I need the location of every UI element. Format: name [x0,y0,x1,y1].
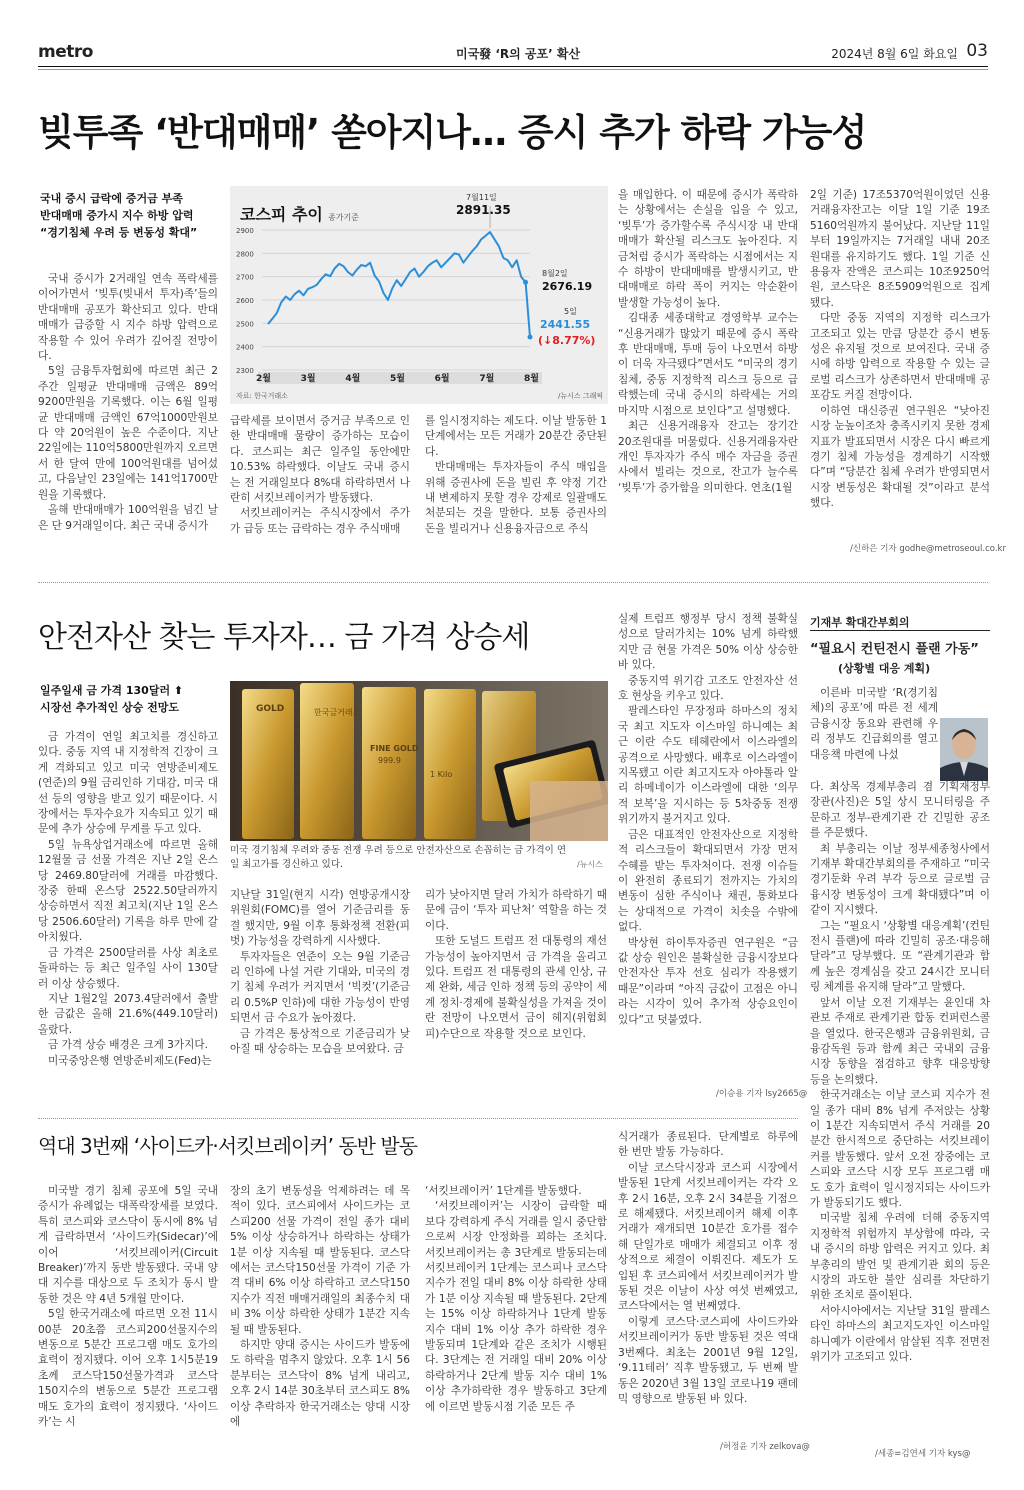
article2-headline: 안전자산 찾는 투자자… 금 가격 상승세 [38,620,530,655]
bar-label: 한국금거래소 [314,708,361,717]
gold-bars-photo [230,681,608,841]
article3-byline: /허정윤 기자 zelkova@ [720,1442,810,1452]
paragraph: 최근 신용거래융자 잔고는 장기간 20조원대를 머물렀다. 신용거래융자란 개인 투자자가 주식 매수 자금을 증권사에서 빌리는 것으로, 잔고가 늘수록 ‘빚투’가 증가함을 의미한다. 연초(1월 [618,420,798,494]
sidebox-byline: /세종=김연세 기자 kys@ [875,1449,971,1459]
section-divider [38,582,988,583]
subhead: 국내 증시 급락에 증거금 부족 [40,192,183,205]
article1-subheads [40,190,220,241]
paragraph: 금은 대표적인 안전자산으로 지정학적 리스크들이 확대되면서 가장 먼저 수혜를 받는 투자처이다. 전쟁 이슈들이 완전히 종료되기 전까지는 가치의 변동이 심한 주식이나 채권, 통화보다는 상대적으로 가격이 치솟을 수밖에 없다. [618,828,798,934]
article3-col4 [618,1130,798,1436]
paragraph: 금 가격은 통상적으로 기준금리가 낮아질 때 상승하는 모습을 보여왔다. 금 [230,1027,410,1056]
paragraph: 김대종 세종대학교 경영학부 교수는 “신용거래가 많았기 때문에 증시 폭락 후 반대매매, 투매 등이 나오면서 하방이 더욱 자극됐다”면서도 “미국의 경기침체, 중동 지정학적 리스크 등으로 급락했는데 국내 증시의 하락세는 거의 마지막 시점으로 보인다”고 설명했다. [618,312,798,417]
header-rule [38,66,988,67]
paragraph: 팔레스타인 무장정파 하마스의 정치국 최고 지도자 이스마일 하니예는 최근 이란 수도 테헤란에서 이스라엘의 공격으로 사망했다. 배후로 이스라엘이 지목됐고 이란 최고지도자 아야톨라 알리 하메네이가 이스라엘에 대한 ‘의무적 보복’을 지시하는 등 5차중동 전쟁 위기까지 불거지고 있다. [618,705,798,826]
sidebox-rule [810,630,990,631]
paragraph: 리가 낮아지면 달러 가치가 하락하기 때문에 금이 ‘투자 피난처’ 역할을 하는 것이다. [425,889,607,932]
x-tick-label: 4월 [345,374,361,384]
chart-unit: 종가기준 [328,213,359,222]
paragraph: 그는 “필요시 ‘상황별 대응계획’(컨틴전시 플랜)에 따라 긴밀히 공조·대응해 달라”고 당부했다. 또 “관계기관과 함께 높은 경계심을 갖고 24시간 모니터링 체계를 유지해 달라”고 말했다. [810,919,990,994]
sidebox-body [810,780,990,1440]
paragraph: 5일 한국거래소에 따르면 오전 11시 00분 20초쯤 코스피200선물지수의 변동으로 5분간 프로그램 매도 호가의 효력이 정지됐다. 이어 오후 1시5분19초께 코스닥150선물가격과 코스닥150지수의 변동으로 5분간 프로그램 매도 호가의 효력이 정지됐다. ‘사이드카’는 시 [38,1308,218,1429]
subhead: “경기침체 우려 등 변동성 확대” [40,226,198,239]
peak-date: 7월11일 [466,193,497,202]
paragraph: 국내 증시가 2거래일 연속 폭락세를 이어가면서 ‘빚투(빚내서 투자)족’들의 반대매매 공포가 확산되고 있다. 반대매매가 급증할 시 지수 하방 압력으로 작용할 수 있어 우려가 깊어질 전망이다. [38,273,218,363]
y-tick-label: 2700 [236,273,254,282]
x-tick-label: 6월 [434,374,450,384]
paragraph: 또한 도널드 트럼프 전 대통령의 재선 가능성이 높아지면서 금 가격을 올리고 있다. 트럼프 전 대통령의 관세 인상, 규제 완화, 세금 인하 정책 등의 공약이 세계 정치·경제에 불확실성을 가져올 것이란 전망이 나오면서 금이 헤지(위험회피)수단으로 작용할 것으로 보인다. [425,935,607,1040]
article2-byline: /이승용 기자 lsy2665@ [716,1089,808,1099]
paragraph: 중동지역 위기감 고조도 안전자산 선호 현상을 키우고 있다. [618,674,798,703]
page-header [38,40,988,66]
page-number: 03 [966,41,988,61]
portrait-image [940,718,988,781]
paragraph: 최 부총리는 이날 정부세종청사에서 기재부 확대간부회의를 주재하고 “미국 경기둔화 우려 부각 등으로 글로벌 금융시장 변동성이 크게 확대됐다”며 이같이 지시했다. [810,842,990,917]
x-tick-label: 7월 [479,374,495,384]
paragraph: 서아시아에서는 지난달 31일 팔레스타인 하마스의 최고지도자인 이스마일 하니예가 이란에서 암살된 직후 전면전 위기가 고조되고 있다. [810,1304,990,1364]
paragraph: 이렇게 코스닥·코스피에 사이드카와 서킷브레이커가 동반 발동된 것은 역대 3번째다. 최초는 2001년 9월 12일, ‘9.11테러’ 직후 발동됐고, 두 번째 발동은 2020년 3월 13일 코로나19 팬데믹 영향으로 발동된 바 있다. [618,1315,798,1405]
paragraph: 5일 뉴욕상업거래소에 따르면 올해 12월물 금 선물 가격은 지난 2일 온스당 2469.80달러에 거래를 마감했다. 장중 한때 온스당 2522.50달러까지 상승하면서 직전 최고치(지난 1일 온스당 2506.60달러) 기록을 하루 만에 갈아치웠다. [38,838,218,944]
paragraph: 이하연 대신증권 연구원은 “낮아진 시장 눈높이조차 충족시키지 못한 경제지표가 발표되면서 시장은 다시 빠르게 경기 침체 가능성을 경계하기 시작했다”며 “당분간 침체 우려가 반영되면서 시장 변동성은 확대될 것”이라고 분석했다. [810,404,990,510]
article1-col1 [38,272,218,562]
header-rule-thin [38,69,988,70]
sidebox-headline: “필요시 컨틴전시 플랜 가동” [810,642,979,657]
paragraph: 5일 금융투자협회에 따르면 최근 2주간 일평균 반대매매 금액은 89억9200만원을 기록했다. 이는 6월 일평균 반대매매 금액인 67억1000만원보다 약 20억원이 높은 수준이다. 지난 22일에는 110억5800만원까지 오르면서 한 달여 만에 100억원대를 넘어섰고, 다음날인 23일에는 141억1700만원을 기록했다. [38,365,218,501]
end-point [528,334,533,339]
paragraph: 금 가격 상승 배경은 크게 3가지다. [48,1039,208,1052]
end-value: 2441.55 [540,318,591,331]
paragraph: 을 매입한다. 이 때문에 증시가 폭락하는 상황에서는 손실을 입을 수 있고, ‘빚투’가 증가할수록 주식시장 내 반대매매가 확산될 리스크도 높아진다. 지금처럼 증시가 폭락하는 시점에서는 지수 하방이 반대매매를 발생시키고, 반대매매로 하락 폭이 커지는 악순환이 발생할 가능성이 높다. [618,189,798,309]
paragraph: 지난 1월2일 2073.4달러에서 출발한 금값은 올해 21.6%(449.10달러) 올랐다. [38,992,218,1036]
article2-col3 [425,888,607,1102]
x-tick-label: 2월 [256,374,271,384]
paragraph: 지난달 31일(현지 시각) 연방공개시장위원회(FOMC)를 열어 기준금리를 동결 했지만, 9월 이후 통화정책 전환(피벗) 가능성을 강력하게 시사했다. [230,889,410,948]
article1-byline: /신하은 기자 godhe@metroseoul.co.kr [850,544,1006,554]
y-tick-label: 2400 [236,343,254,352]
chart-title: 코스피 추이 [240,205,323,224]
paragraph: 한국거래소는 이날 코스피 지수가 전일 종가 대비 8% 넘게 주저앉는 상황이 1분간 지속되면서 주식 거래를 20분간 한시적으로 중단하는 서킷브레이커를 발동했다. 앞서 오전 장중에는 코스피와 코스닥 시장 모두 프로그램 매도 호가 효력이 일시정지되는 사이드카가 발동되기도 했다. [810,1089,990,1209]
article2-subheads [40,682,220,716]
paragraph: 반대매매는 투자자들이 주식 매입을 위해 증권사에 돈을 빌린 후 약정 기간 내 변제하지 못할 경우 강제로 일괄매도 처분되는 것을 말한다. 보통 증권사의 돈을 빌리거나 신용융자금으로 주식 [425,461,607,535]
paragraph: 2일 기준) 17조5370억원이었던 신용거래융자잔고는 이달 1일 기준 19조5160억원까지 불어났다. 지난달 11일부터 19일까지는 7거래일 내내 20조원대를 유지하기도 했다. 1일 기준 신용융자 잔액은 코스피는 10조9250억원, 코스닥은 8조5909억원으로 집계됐다. [810,189,990,309]
paragraph: 급락세를 보이면서 증거금 부족으로 인한 반대매매 물량이 증가하는 모습이다. 코스피는 최근 일주일 동안에만 10.53% 하락했다. 이날도 국내 증시는 전 거래일보다 8%대 하락하면서 나란히 서킷브레이커가 발동됐다. [230,415,410,505]
subhead: 반대매매 증가시 지수 하방 압력 [40,209,194,222]
section-divider [38,1118,798,1119]
sidebox-kicker: 기재부 확대간부회의 [810,616,910,629]
article3-col1 [38,1184,218,1454]
paragraph: ‘서킷브레이커’ 1단계를 발동했다. [425,1185,582,1197]
paragraph: 식거래가 종료된다. 단계별로 하루에 한 번만 발동 가능하다. [618,1131,798,1159]
paragraph: 앞서 이날 오전 기재부는 윤인대 차관보 주재로 관계기관 합동 컨퍼런스콜을 열었다. 한국은행과 금융위원회, 금융감독원 등과 함께 최근 국내외 금융시장 동향을 점검하고 향후 대응방향 등을 논의했다. [810,996,990,1086]
bar-label: FINE GOLD [370,744,419,753]
article1-headline: 빚투족 ‘반대매매’ 쏟아지나… 증시 추가 하락 가능성 [38,111,867,154]
mid-point [523,280,528,285]
gold-bars-image [230,681,608,841]
chart-credit: /뉴시스 그래픽 [558,392,604,400]
article1-col4 [618,188,798,562]
paragraph: 이날 코스닥시장과 코스피 시장에서 발동된 1단계 서킷브레이커는 각각 오후 2시 16분, 오후 2시 34분을 기점으로 해제됐다. 서킷브레이커 해제 이후 거래가 재개되면 10분간 호가를 접수해 단일가로 매매가 체결되고 이후 정상적으로 체결이 이뤄진다. 제도가 도입된 후 코스피에서 서킷브레이커가 발동된 것은 이날이 사상 여섯 번째였고, 코스닥에서는 열 번째였다. [618,1161,798,1313]
y-tick-label: 2300 [236,367,254,375]
y-tick-label: 2600 [236,297,254,305]
paragraph: 장의 초기 변동성을 억제하려는 데 목적이 있다. 코스피에서 사이드카는 코스피200 선물 가격이 전일 종가 대비 5% 이상 상승하거나 하락하는 상태가 1분 이상 지속될 때 발동된다. 코스닥에서는 코스닥150선물 가격이 기준 가격 대비 6% 이상 하락하고 코스닥150지수가 직전 매매거래일의 최종수치 대비 3% 이상 하락한 상태가 1분간 지속될 때 발동된다. [230,1185,410,1336]
bar-label: GOLD [256,704,285,714]
x-tick-label: 5월 [390,374,405,384]
y-tick-label: 2900 [236,227,254,235]
photo-caption: 미국 경기침체 우려와 중동 전쟁 우려 등으로 안전자산으로 손꼽히는 금 가격이 연일 최고가를 경신하고 있다. [230,845,567,870]
kospi-line [268,232,530,337]
kospi-chart-svg [230,186,608,404]
peak-value: 2891.35 [456,203,511,217]
article3-col2 [230,1184,410,1454]
paragraph: 다. 최상목 경제부총리 겸 기획재정부 장관(사진)은 5일 상시 모니터링을 주문하고 정부-관계기관 간 긴밀한 공조를 주문했다. [810,781,990,840]
photo-credit: /뉴시스 [577,860,603,869]
paragraph: 투자자들은 연준이 오는 9월 기준금리 인하에 나설 거란 기대와, 미국의 경기 침체 우려가 커지면서 ‘빅컷’(기준금리 0.5%P 인하)에 대한 가능성이 반영되면서 금 수요가 높아졌다. [230,950,410,1025]
paragraph: ‘서킷브레이커’는 시장이 급락할 때 보다 강력하게 주식 거래를 일시 중단함으로써 시장 안정화를 꾀하는 조치다. 서킷브레이커는 총 3단계로 발동되는데 서킷브레이커 1단계는 코스피나 코스닥 지수가 전일 대비 8% 이상 하락한 상태가 1분 이상 지속될 때 발동된다. 2단계는 15% 이상 하락하거나 1단계 발동 지수 대비 1% 이상 추가 하락한 경우 발동되며 1단계와 같은 조치가 시행된다. 3단계는 전 거래일 대비 20% 이상 하락하거나 2단계 발동 지수 대비 1% 이상 추가하락한 경우 발동하고 3단계에 이르면 발동시점 기준 모든 주 [425,1200,607,1413]
end-date: 5일 [564,307,577,316]
paragraph: 를 일시정지하는 제도다. 이날 발동한 1단계에서는 모든 거래가 20분간 중단된다. [425,415,607,458]
y-tick-label: 2800 [236,250,254,259]
article2-col2 [230,888,410,1102]
metro-logo: metro [38,42,93,62]
article1-col3 [425,414,607,562]
end-change: (↓8.77%) [538,334,596,347]
subhead: 일주일새 금 가격 130달러 ⬆ [40,684,184,697]
subhead: 시장선 추가적인 상승 전망도 [40,701,179,714]
paragraph: 금 가격이 연일 최고치를 경신하고 있다. 중동 지역 내 지정학적 긴장이 크게 격화되고 있고 미국 연방준비제도(연준)의 9월 금리인하 기대감, 미국 대선 등의 영향을 받고 있기 때문이다. 시장에서는 투자수요가 지속되고 있기 때문에 추가 상승에 무게를 두고 있다. [38,731,218,836]
mid-value: 2676.19 [542,280,593,293]
kospi-chart [230,186,608,404]
article3-col3 [425,1184,607,1454]
sidebox-body-top [810,686,938,780]
y-tick-label: 2500 [236,320,254,329]
x-tick-label: 3월 [300,374,316,384]
paragraph: 미국중앙은행 연방준비제도(Fed)는 [48,1054,212,1067]
mid-date: 8월2일 [542,269,568,278]
issue-date: 2024년 8월 6일 화요일 [831,47,958,61]
x-tick-label: 8월 [524,374,539,384]
paragraph: 서킷브레이커는 주식시장에서 주가가 급등 또는 급락하는 경우 주식매매 [230,507,410,535]
paragraph: 다만 중동 지역의 지정학 리스크가 고조되고 있는 만큼 당분간 증시 변동성은 유지될 것으로 보여진다. 국내 증시에 하방 압력으로 작용할 수 있는 글로벌 리스크가 상존하면서 반대매매 공포감도 커질 전망이다. [810,312,990,402]
article1-col5 [810,188,990,538]
paragraph: 박상현 하이투자증권 연구원은 “금 값 상승 원인은 불확실한 금융시장보다 안전자산 투자 선호 심리가 작용했기 때문”이라며 “아직 금값이 고점은 아니라는 시각이 있어 추가적 상승요인이 있다”고 덧붙였다. [618,936,798,1026]
sidebox-subhead: (상황별 대응 계획) [838,662,931,675]
article1-col2 [230,414,410,562]
article2-col1 [38,730,218,1102]
bar-label: 999.9 [378,756,401,765]
paragraph: 올해 반대매매가 100억원을 넘긴 날은 단 9거래일이다. 최근 국내 증시가 [38,504,218,532]
paragraph: 하지만 양대 증시는 사이드카 발동에도 하락을 멈추지 않았다. 오후 1시 56분부터는 코스닥이 8% 넘게 내리고, 오후 2시 14분 30초부터 코스피도 8% 이상 추락하자 한국거래소는 양대 시장에 [230,1339,410,1429]
bar-label: 1 Kilo [430,770,453,779]
chart-source: 자료: 한국거래소 [236,392,288,400]
paragraph: 이른바 미국발 ‘R(경기침체)의 공포’에 따른 전 세계 금융시장 동요와 관련해 우리 정부도 긴급회의를 열고 대응책 마련에 나섰 [810,687,938,761]
paragraph: 실제 트럼프 행정부 당시 정책 불확실성으로 달러가치는 10% 넘게 하락했지만 금 현물 가격은 50% 이상 상승한 바 있다. [618,613,798,672]
section-title: 미국發 ‘R의 공포’ 확산 [456,47,581,61]
article2-col4 [618,612,798,1084]
paragraph: 미국발 경기 침체 공포에 5일 국내 증시가 유례없는 대폭락장세를 보였다. 특히 코스피와 코스닥이 동시에 8% 넘게 급락하면서 ‘사이드카(Sidecar)’에 이어 ‘서킷브레이커(Circuit Breaker)’까지 동반 발동됐다. 국내 양대 지수를 대상으로 두 조치가 동시 발동한 것은 약 4년 5개월 만이다. [38,1185,218,1305]
paragraph: 금 가격은 2500달러를 사상 최초로 돌파하는 등 최근 일주일 사이 130달러 이상 상승했다. [38,946,218,990]
official-portrait [940,718,988,781]
article3-headline: 역대 3번째 ‘사이드카·서킷브레이커’ 동반 발동 [38,1134,417,1158]
paragraph: 미국발 침체 우려에 더해 중동지역 지정학적 위험까지 부상함에 따라, 국내 증시의 하방 압력은 커지고 있다. 최 부총리의 발언 및 관계기관 회의 등은 시장의 과도한 불안 심리를 차단하기 위한 조치로 풀이된다. [810,1212,990,1302]
